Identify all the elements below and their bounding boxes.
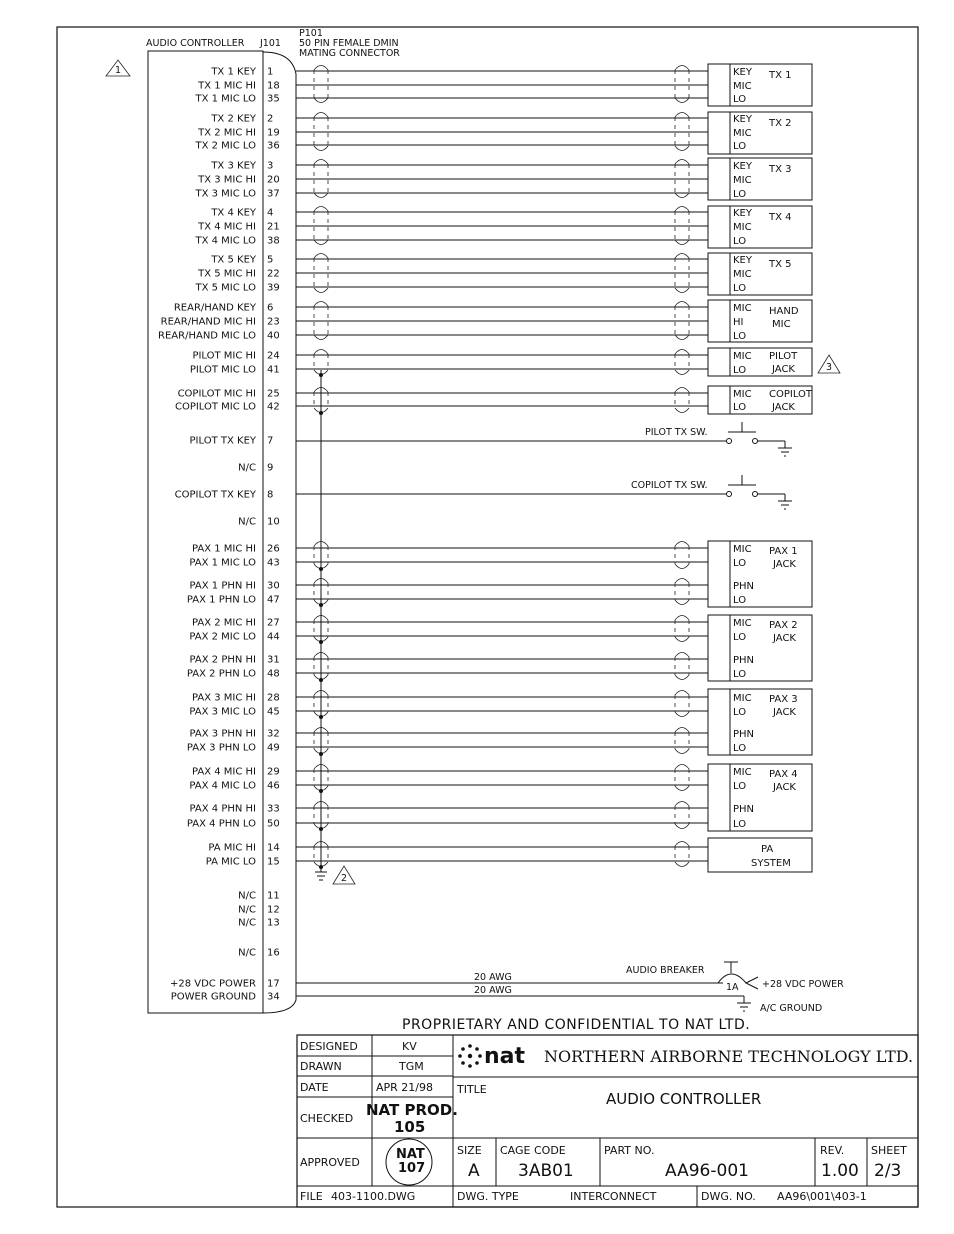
pa-name: PA (761, 844, 774, 855)
pin-label: PAX 4 MIC LO (189, 780, 256, 792)
pin-label: N/C (238, 516, 256, 528)
designed-value: KV (402, 1040, 417, 1053)
pin-label: TX 2 MIC HI (198, 127, 256, 139)
pin-label: PAX 2 PHN LO (186, 668, 256, 680)
sheet-label: SHEET (871, 1144, 907, 1157)
pin-label: PAX 3 MIC HI (191, 692, 256, 704)
device-pin-label: LO (733, 189, 747, 200)
pin-number: 30 (267, 580, 280, 592)
pin-number: 49 (267, 742, 280, 754)
approved-stamp-2: 107 (398, 1161, 426, 1176)
checked-label: CHECKED (300, 1112, 354, 1125)
pin-number: 36 (267, 140, 280, 152)
device-pin-label: LO (733, 94, 747, 105)
device-pin-label: MIC (733, 81, 752, 92)
device-name: TX 5 (769, 259, 792, 270)
title-value: AUDIO CONTROLLER (606, 1090, 762, 1108)
pin-label: TX 1 MIC HI (198, 80, 256, 92)
pin-label: PAX 3 MIC LO (189, 706, 256, 718)
pin-label: +28 VDC POWER (169, 978, 256, 990)
device-pin-label: LO (733, 236, 747, 247)
pax-jack-box (708, 615, 812, 681)
pin-label: PAX 1 MIC HI (191, 543, 256, 555)
device-pin-label: MIC (733, 269, 752, 280)
pin-number: 17 (267, 978, 280, 990)
wiring (296, 66, 708, 870)
device-box (708, 348, 812, 376)
device-pin-label: KEY (733, 208, 752, 219)
dwg-type-value: INTERCONNECT (570, 1190, 657, 1203)
pa-name-2: SYSTEM (751, 858, 791, 869)
proprietary-notice: PROPRIETARY AND CONFIDENTIAL TO NAT LTD. (402, 1017, 751, 1033)
svg-text:1: 1 (115, 65, 122, 76)
pin-label: N/C (238, 462, 256, 474)
approved-stamp-1: NAT (396, 1147, 425, 1162)
audio-controller-label: AUDIO CONTROLLER (146, 38, 245, 49)
device-pin-label: KEY (733, 161, 752, 172)
device-pin-label: LO (733, 669, 747, 680)
pin-number: 2 (267, 113, 274, 125)
shield-symbol (675, 542, 689, 569)
pin-label: PAX 3 PHN LO (186, 742, 256, 754)
dwg-type-label: DWG. TYPE (457, 1190, 519, 1203)
device-box (708, 112, 812, 154)
checked-stamp-1: NAT PROD. (366, 1101, 458, 1119)
file-value: 403-1100.DWG (331, 1190, 416, 1203)
approved-label: APPROVED (300, 1156, 360, 1169)
svg-text:PILOT TX SW.: PILOT TX SW. (645, 427, 708, 438)
date-label: DATE (300, 1081, 329, 1094)
pin-label: PAX 2 MIC LO (189, 631, 256, 643)
device-name: TX 3 (769, 164, 792, 175)
logo-text: nat (484, 1044, 526, 1069)
pin-label: PAX 3 PHN HI (189, 728, 256, 740)
device-pin-label: MIC (733, 351, 752, 362)
pin-number: 6 (267, 302, 274, 314)
pin-number: 46 (267, 780, 280, 792)
pin-number: 32 (267, 728, 280, 740)
pin-number: 34 (267, 991, 280, 1003)
shield-symbol (675, 579, 689, 605)
rev-label: REV. (820, 1144, 845, 1157)
note-3-flag (818, 355, 840, 373)
device-pin-label: LO (733, 141, 747, 152)
shield-drain (315, 370, 355, 884)
device-name-2: JACK (772, 364, 795, 375)
devices (708, 64, 813, 872)
device-pin-label: KEY (733, 67, 752, 78)
device-pin-label: MIC (733, 175, 752, 186)
pin-number: 13 (267, 917, 280, 929)
pin-number: 37 (267, 188, 280, 200)
pin-number: 38 (267, 235, 280, 247)
pin-label: REAR/HAND MIC LO (158, 330, 256, 342)
pin-label: PILOT MIC HI (192, 350, 256, 362)
pin-number: 3 (267, 160, 274, 172)
device-name-2: JACK (773, 633, 796, 644)
device-pin-label: LO (733, 632, 747, 643)
device-name-2: JACK (772, 402, 795, 413)
title-label: TITLE (457, 1083, 487, 1096)
device-pin-label: LO (733, 283, 747, 294)
pin-number: 42 (267, 401, 280, 413)
device-name: PAX 4 (769, 769, 798, 780)
pin-number: 24 (267, 350, 280, 362)
svg-text:COPILOT TX SW.: COPILOT TX SW. (631, 480, 708, 491)
shield-symbol (675, 728, 689, 754)
pilot-tx-switch (296, 422, 792, 456)
shield-symbol (675, 388, 689, 413)
checked-stamp-2: 105 (394, 1118, 426, 1136)
pin-label: PAX 4 MIC HI (191, 766, 256, 778)
shield-symbol (675, 802, 689, 829)
pin-number: 10 (267, 516, 280, 528)
device-name: TX 4 (769, 212, 792, 223)
pin-label: PILOT TX KEY (189, 435, 256, 447)
pin-number: 29 (267, 766, 280, 778)
pin-label: PAX 4 PHN HI (189, 803, 256, 815)
pin-number: 11 (267, 890, 280, 902)
pin-label: TX 4 MIC HI (198, 221, 256, 233)
power-wiring (296, 962, 844, 1014)
pin-label: PAX 2 MIC HI (191, 617, 256, 629)
device-box (708, 300, 812, 342)
pin-label: TX 2 MIC LO (195, 140, 256, 152)
pin-number: 35 (267, 93, 280, 105)
shield-symbol (675, 616, 689, 642)
awg-label-2: 20 AWG (474, 985, 512, 996)
device-pin-label: LO (733, 781, 747, 792)
svg-text:2: 2 (341, 873, 348, 884)
pin-label: TX 5 MIC LO (195, 282, 256, 294)
device-pin-label: MIC (733, 128, 752, 139)
device-pin-label: MIC (733, 544, 752, 555)
drawn-label: DRAWN (300, 1060, 342, 1073)
pin-number: 25 (267, 388, 280, 400)
size-value: A (468, 1161, 480, 1181)
pin-label: COPILOT MIC LO (174, 401, 256, 413)
pin-number: 43 (267, 557, 280, 569)
company-name: NORTHERN AIRBORNE TECHNOLOGY LTD. (544, 1047, 914, 1066)
pin-number: 26 (267, 543, 280, 555)
pin-number: 33 (267, 803, 280, 815)
pin-label: N/C (238, 917, 256, 929)
pin-number: 28 (267, 692, 280, 704)
ac-ground-label: A/C GROUND (760, 1003, 823, 1014)
pin-number: 9 (267, 462, 274, 474)
pin-list (158, 67, 280, 1003)
part-label: PART NO. (604, 1144, 655, 1157)
pin-number: 1 (267, 66, 274, 78)
nat-logo (458, 1044, 525, 1069)
pin-label: TX 3 KEY (211, 160, 256, 172)
pin-label: REAR/HAND MIC HI (160, 316, 256, 328)
shield-symbol (675, 765, 689, 791)
shield-symbol (675, 691, 689, 717)
pin-label: TX 1 KEY (211, 66, 256, 78)
pin-label: COPILOT MIC HI (177, 388, 256, 400)
device-pin-label: MIC (733, 303, 752, 314)
pin-number: 27 (267, 617, 280, 629)
pin-label: PAX 1 MIC LO (189, 557, 256, 569)
pin-label: N/C (238, 890, 256, 902)
device-name-2: MIC (772, 319, 791, 330)
cage-label: CAGE CODE (500, 1144, 566, 1157)
device-pin-label: LO (733, 707, 747, 718)
pax-jack-box (708, 764, 812, 831)
pin-number: 7 (267, 435, 274, 447)
device-pin-label: PHN (733, 804, 755, 815)
pin-label: N/C (238, 947, 256, 959)
device-box (708, 64, 812, 106)
pin-number: 41 (267, 364, 280, 376)
cage-value: 3AB01 (518, 1161, 574, 1181)
device-name: PAX 3 (769, 694, 798, 705)
device-name-2: JACK (773, 707, 796, 718)
pin-number: 39 (267, 282, 280, 294)
breaker-label: AUDIO BREAKER (626, 965, 705, 976)
pin-label: PILOT MIC LO (189, 364, 256, 376)
pin-number: 15 (267, 856, 280, 868)
device-box (708, 158, 812, 200)
file-label: FILE (300, 1190, 323, 1203)
device-name: TX 1 (769, 70, 792, 81)
pin-number: 20 (267, 174, 280, 186)
date-value: APR 21/98 (376, 1081, 433, 1094)
pin-number: 22 (267, 268, 280, 280)
pin-number: 40 (267, 330, 280, 342)
pin-number: 21 (267, 221, 280, 233)
device-pin-label: PHN (733, 729, 755, 740)
part-value: AA96-001 (665, 1161, 749, 1181)
pin-number: 4 (267, 207, 274, 219)
jack-label: J101 (260, 38, 281, 49)
breaker-rating: 1A (726, 982, 739, 993)
device-pin-label: LO (733, 365, 747, 376)
device-pin-label: PHN (733, 655, 755, 666)
pin-label: TX 3 MIC HI (198, 174, 256, 186)
designed-label: DESIGNED (300, 1040, 358, 1053)
device-pin-label: HI (733, 317, 744, 328)
dwg-no-label: DWG. NO. (701, 1190, 756, 1203)
device-pin-label: LO (733, 558, 747, 569)
plug-desc-2: MATING CONNECTOR (299, 48, 400, 59)
device-pin-label: MIC (733, 618, 752, 629)
pin-number: 19 (267, 127, 280, 139)
size-label: SIZE (457, 1144, 482, 1157)
pin-label: PAX 4 PHN LO (186, 818, 256, 830)
pin-label: N/C (238, 904, 256, 916)
pin-label: TX 3 MIC LO (195, 188, 256, 200)
pin-label: PAX 2 PHN HI (189, 654, 256, 666)
device-pin-label: MIC (733, 693, 752, 704)
pa-system-box (708, 838, 812, 872)
pin-number: 12 (267, 904, 280, 916)
svg-text:3: 3 (826, 362, 833, 373)
device-pin-label: LO (733, 743, 747, 754)
device-box (708, 253, 812, 295)
pin-label: TX 1 MIC LO (195, 93, 256, 105)
device-name: COPILOT (769, 389, 813, 400)
vdc-label: +28 VDC POWER (762, 979, 844, 990)
device-pin-label: LO (733, 595, 747, 606)
pin-label: TX 4 MIC LO (195, 235, 256, 247)
pin-label: TX 5 MIC HI (198, 268, 256, 280)
pin-number: 14 (267, 842, 280, 854)
pin-label: PAX 1 PHN HI (189, 580, 256, 592)
device-pin-label: PHN (733, 581, 755, 592)
pin-number: 16 (267, 947, 280, 959)
pax-jack-box (708, 689, 812, 755)
device-name: HAND (769, 306, 799, 317)
shield-symbol (675, 653, 689, 680)
pin-label: COPILOT TX KEY (174, 489, 256, 501)
device-name: PAX 1 (769, 546, 798, 557)
pin-number: 18 (267, 80, 280, 92)
pin-label: REAR/HAND KEY (173, 302, 256, 314)
pin-label: TX 4 KEY (211, 207, 256, 219)
pin-number: 5 (267, 254, 274, 266)
awg-label-1: 20 AWG (474, 972, 512, 983)
shield-symbol (675, 842, 689, 867)
pin-number: 8 (267, 489, 274, 501)
device-box (708, 206, 812, 248)
copilot-tx-switch (296, 475, 792, 509)
pin-label: PA MIC HI (208, 842, 256, 854)
pin-label: PAX 1 PHN LO (186, 594, 256, 606)
pin-label: PA MIC LO (205, 856, 256, 868)
device-pin-label: LO (733, 819, 747, 830)
device-name: TX 2 (769, 118, 792, 129)
plug-label: P101 (299, 28, 323, 39)
device-pin-label: MIC (733, 222, 752, 233)
device-name-2: JACK (773, 559, 796, 570)
pin-number: 48 (267, 668, 280, 680)
title-block (297, 1035, 918, 1207)
dwg-no-value: AA96\001\403-1 (777, 1190, 867, 1203)
device-pin-label: MIC (733, 767, 752, 778)
device-name-2: JACK (773, 782, 796, 793)
pin-label: TX 2 KEY (211, 113, 256, 125)
drawn-value: TGM (399, 1060, 424, 1073)
device-pin-label: LO (733, 331, 747, 342)
pin-label: POWER GROUND (170, 991, 256, 1003)
pin-number: 23 (267, 316, 280, 328)
device-pin-label: KEY (733, 114, 752, 125)
shield-symbol (675, 350, 689, 375)
device-pin-label: MIC (733, 389, 752, 400)
device-box (708, 386, 813, 414)
device-name: PILOT (769, 351, 798, 362)
device-name: PAX 2 (769, 620, 798, 631)
pin-number: 44 (267, 631, 280, 643)
plug-desc-1: 50 PIN FEMALE DMIN (299, 38, 399, 49)
pin-number: 31 (267, 654, 280, 666)
pin-number: 50 (267, 818, 280, 830)
pax-jack-box (708, 541, 812, 607)
device-pin-label: LO (733, 402, 747, 413)
pin-number: 45 (267, 706, 280, 718)
note-1-flag (106, 60, 130, 76)
pin-number: 47 (267, 594, 280, 606)
device-pin-label: KEY (733, 255, 752, 266)
pin-label: TX 5 KEY (211, 254, 256, 266)
sheet-value: 2/3 (874, 1161, 902, 1181)
rev-value: 1.00 (821, 1161, 859, 1181)
